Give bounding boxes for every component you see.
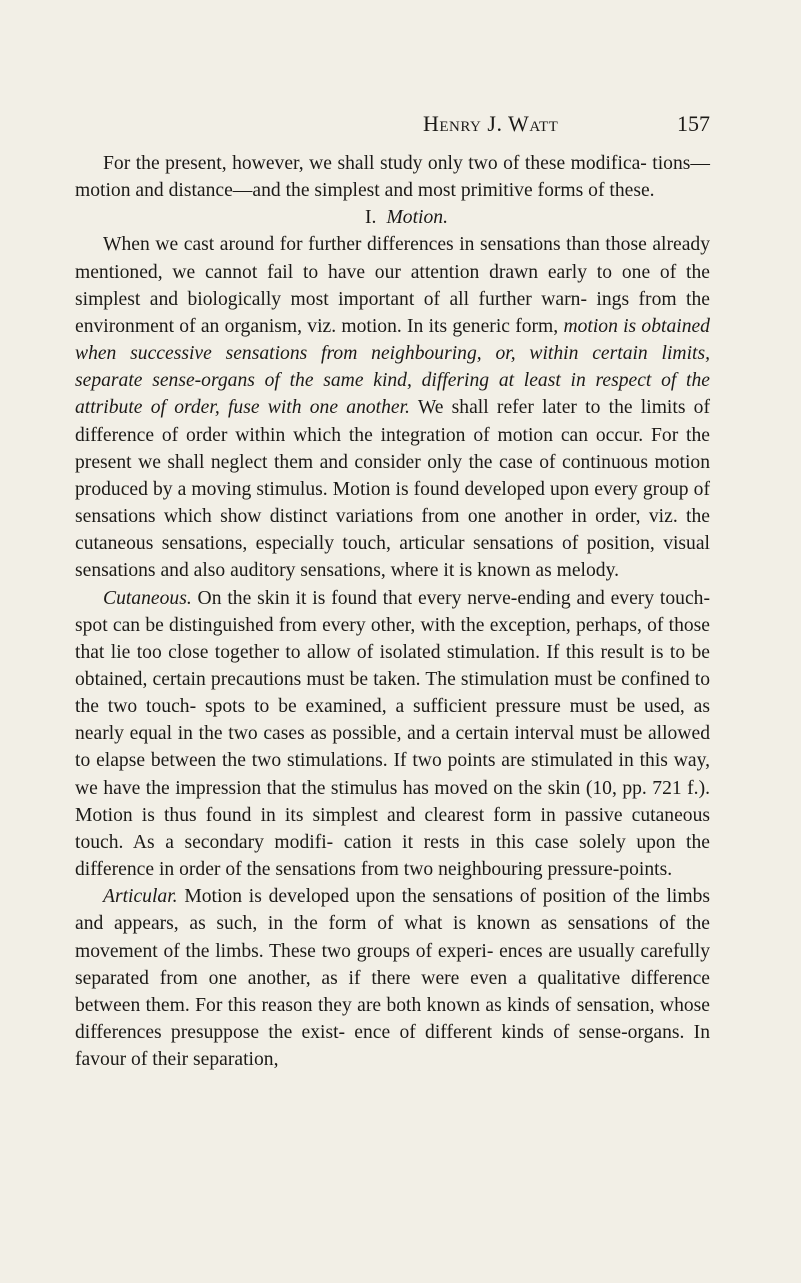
intro-paragraph: For the present, however, we shall study only two of these modifica- tions—motion and distance—and the simplest and most primitive forms of these. [75, 153, 710, 202]
cutaneous-text: On the skin it is found that every nerve-ending and every touch-spot can be distinguished from every other, with the exception, perhaps, of those that lie too close together to allow of isolated stimulation. If this result is to be obtained, certain precautions must be taken. The stimulation must be confined to the two touch- spots to be examined, a sufficient pressure must be used, as nearly equal in the two cases as possible, and a certain interval must be allowed to elapse between the two stimulations. If two points are stimulated in this way, we have the impression that the stimulus has moved on the skin (10, pp. 721 f.). Motion is thus found in its simplest and clearest form in passive cutaneous touch. As a secondary modifi- cation it rests in this case solely upon the difference in order of the sensations from two neighbouring pressure-points. [75, 587, 710, 881]
motion-definition: motion is obtained when successive sensations from neighbouring, or, within certain limits, separate sense-organs of the same kind, differing at least in respect of the attribute of order, fuse with one another. [75, 315, 710, 419]
motion-paragraph [75, 231, 710, 584]
motion-text-before: When we cast around for further differences in sensations than those already mentioned, we cannot fail to have our attention drawn early to one of the simplest and biologically most important of all further warn- ings from the environment of an organism, viz. motion. In its generic form, [75, 234, 710, 337]
cutaneous-label: Cutaneous. [103, 587, 192, 609]
articular-paragraph [75, 883, 710, 1073]
body-text [75, 150, 710, 1073]
cutaneous-paragraph [75, 585, 710, 884]
section-number: I. [365, 207, 377, 229]
running-head [75, 111, 710, 141]
articular-label: Articular. [103, 886, 178, 908]
section-heading [75, 204, 710, 231]
section-title: Motion. [386, 207, 448, 229]
articular-text: Motion is developed upon the sensations of position of the limbs and appears, as such, in the form of what is known as sensations of the movement of the limbs. These two groups of experi- ences are usually carefully separated from one another, as if there were even a qualitative difference between them. For this reason they are both known as kinds of sensation, whose differences presuppose the exist- ence of different kinds of sense-organs. In favour of their separation, [75, 886, 710, 1071]
page-number: 157 [677, 111, 710, 136]
motion-text-after: We shall refer later to the limits of difference of order within which the integration of motion can occur. For the present we shall neglect them and consider only the case of continuous motion produced by a moving stimulus. Motion is found developed upon every group of sensations which show distinct variations from one another in order, viz. the cutaneous sensations, especially touch, articular sensations of position, visual sensations and also auditory sensations, where it is known as melody. [75, 397, 710, 582]
running-head-author: Henry J. Watt [423, 111, 559, 136]
